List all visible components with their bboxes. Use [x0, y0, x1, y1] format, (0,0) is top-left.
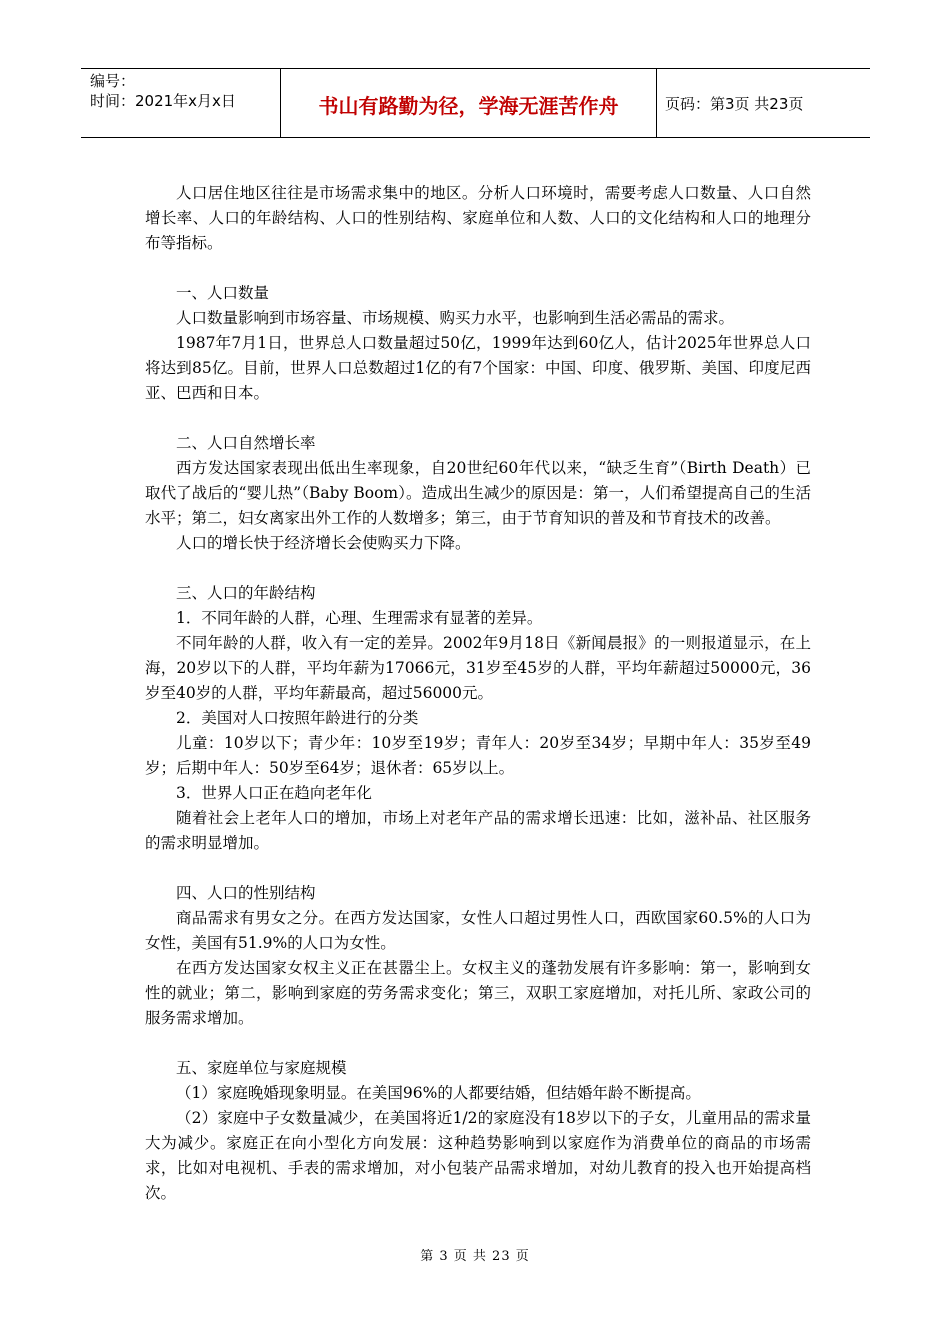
- paragraph: 不同年龄的人群，收入有一定的差异。2002年9月18日《新闻晨报》的一则报道显示，在上海，20岁以下的人群，平均年薪为17066元，31岁至45岁的人群，平均年薪超过50000元，36岁至40岁的人群，平均年薪最高，超过56000元。: [145, 634, 811, 702]
- paragraph: 随着社会上老年人口的增加，市场上对老年产品的需求增长迅速：比如，滋补品、社区服务的需求明显增加。: [145, 809, 811, 852]
- section-heading: 五、家庭单位与家庭规模: [176, 1059, 347, 1077]
- subheading: 1．不同年龄的人群，心理、生理需求有显著的差异。: [176, 609, 543, 627]
- header-motto: 书山有路勤为径，学海无涯苦作舟: [281, 69, 657, 137]
- paragraph: 人口的增长快于经济增长会使购买力下降。: [176, 534, 471, 552]
- header-page-info: 页码：第3页 共23页: [665, 94, 804, 113]
- intro-paragraph: 人口居住地区往往是市场需求集中的地区。分析人口环境时，需要考虑人口数量、人口自然增长率、人口的年龄结构、人口的性别结构、家庭单位和人数、人口的文化结构和人口的地理分布等指标。: [145, 184, 811, 252]
- list-item: （1）家庭晚婚现象明显。在美国96%的人都要结婚，但结婚年龄不断提高。: [176, 1084, 701, 1102]
- paragraph: 西方发达国家表现出低出生率现象，自20世纪60年代以来，“缺乏生育”（Birth Death）已取代了战后的“婴儿热”（Baby Boom）。造成出生减少的原因是：第一，人们希望提高自己的生活水平；第二，妇女离家出外工作的人数增多；第三，由于节育知识的普及和节育技术的改善。: [145, 459, 811, 527]
- document-body: [145, 181, 811, 1206]
- subheading: 2．美国对人口按照年龄进行的分类: [176, 709, 419, 727]
- paragraph: 在西方发达国家女权主义正在甚嚣尘上。女权主义的蓬勃发展有许多影响：第一，影响到女性的就业；第二，影响到家庭的劳务需求变化；第三，双职工家庭增加，对托儿所、家政公司的服务需求增加。: [145, 959, 811, 1027]
- section-heading: 四、人口的性别结构: [176, 884, 316, 902]
- subheading: 3．世界人口正在趋向老年化: [176, 784, 372, 802]
- document-number-label: 编号：: [90, 72, 136, 90]
- page-footer: 第 3 页 共 23 页: [420, 1249, 530, 1264]
- paragraph: 儿童：10岁以下；青少年：10岁至19岁；青年人：20岁至34岁；早期中年人：35岁至49岁；后期中年人：50岁至64岁；退休者：65岁以上。: [145, 734, 811, 777]
- section-heading: 三、人口的年龄结构: [176, 584, 316, 602]
- paragraph: 1987年7月1日，世界总人口数量超过50亿，1999年达到60亿人，估计2025年世界总人口将达到85亿。目前，世界人口总数超过1亿的有7个国家：中国、印度、俄罗斯、美国、印度尼西亚、巴西和日本。: [145, 334, 811, 402]
- section-heading: 二、人口自然增长率: [176, 434, 316, 452]
- paragraph: 商品需求有男女之分。在西方发达国家，女性人口超过男性人口，西欧国家60.5%的人口为女性，美国有51.9%的人口为女性。: [145, 909, 811, 952]
- document-date: 时间：2021年x月x日: [90, 92, 236, 110]
- list-item: （2）家庭中子女数量减少，在美国将近1/2的家庭没有18岁以下的子女，儿童用品的需求量大为减少。家庭正在向小型化方向发展：这种趋势影响到以家庭作为消费单位的商品的市场需求，比如对电视机、手表的需求增加，对小包装产品需求增加，对幼儿教育的投入也开始提高档次。: [145, 1109, 811, 1202]
- paragraph: 人口数量影响到市场容量、市场规模、购买力水平，也影响到生活必需品的需求。: [176, 309, 735, 327]
- page-header: [81, 68, 870, 138]
- section-heading: 一、人口数量: [176, 284, 270, 302]
- header-meta: [81, 69, 281, 137]
